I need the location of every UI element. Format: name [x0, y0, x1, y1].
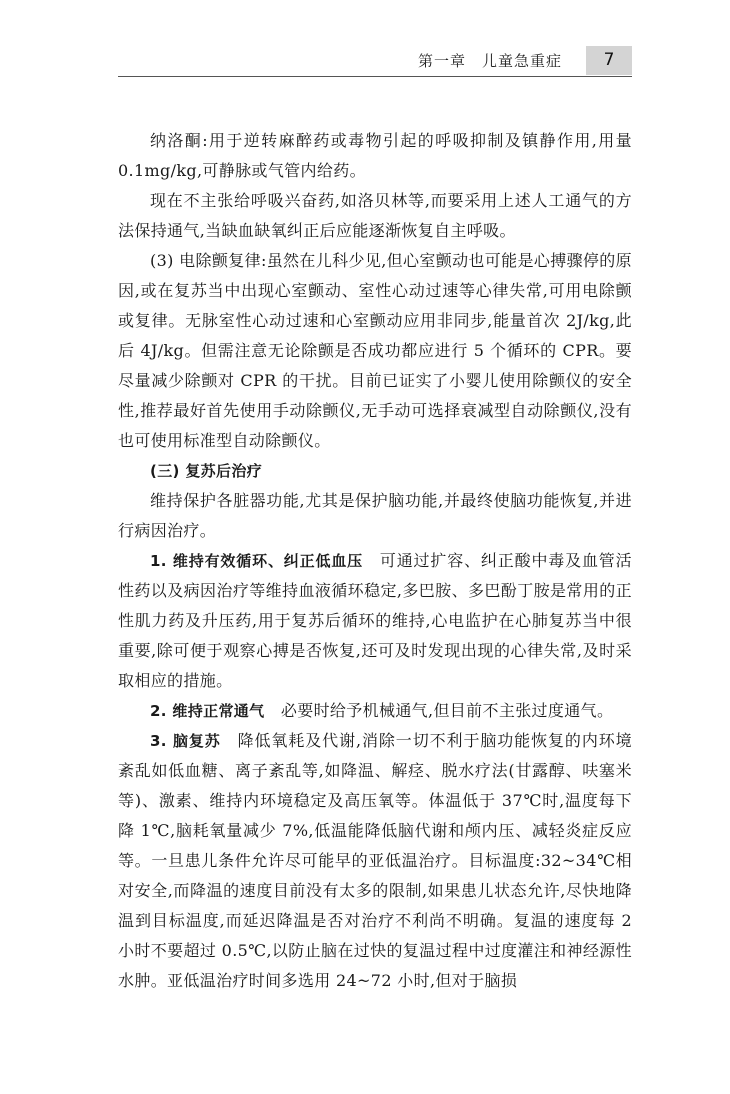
- section-heading-text: (三) 复苏后治疗: [150, 462, 263, 480]
- body-text: [118, 126, 632, 996]
- paragraph-naloxone: 纳洛酮:用于逆转麻醉药或毒物引起的呼吸抑制及镇静作用,用量 0.1mg/kg,可静脉或气管内给药。: [118, 131, 632, 180]
- item-ventilation-title: 2. 维持正常通气: [150, 702, 265, 720]
- paragraph-item-ventilation: [118, 696, 632, 726]
- item-ventilation-text: 必要时给予机械通气,但目前不主张过度通气。: [264, 701, 614, 720]
- paragraph-post-resuscitation: 维持保护各脏器功能,尤其是保护脑功能,并最终使脑功能恢复,并进行病因治疗。: [118, 491, 632, 540]
- page-number: 7: [586, 46, 632, 75]
- item-brain-title: 3. 脑复苏: [150, 732, 221, 750]
- item-circulation-title: 1. 维持有效循环、纠正低血压: [150, 552, 364, 570]
- item-brain-text: 降低氧耗及代谢,消除一切不利于脑功能恢复的内环境紊乱如低血糖、离子紊乱等,如降温、解痉、脱水疗法(甘露醇、呋塞米等)、激素、维持内环境稳定及高压氧等。体温低于 37℃时,温度每下降 1℃,脑耗氧量减少 7%,低温能降低脑代谢和颅内压、减轻炎症反应等。一旦患儿条件允许尽可能早的亚低温治疗。目标温度:32~34℃相对安全,而降温的速度目前没有太多的限制,如果患儿状态允许,尽快地降温到目标温度,而延迟降温是否对治疗不利尚不明确。复温的速度每 2 小时不要超过 0.5℃,以防止脑在过快的复温过程中过度灌注和神经源性水肿。亚低温治疗时间多选用 24~72 小时,但对于脑损: [118, 731, 632, 990]
- section-heading: [118, 456, 632, 486]
- paragraph-item-circulation: [118, 546, 632, 696]
- paragraph-item-brain: [118, 726, 632, 996]
- paragraph-respiratory-stimulant: 现在不主张给呼吸兴奋药,如洛贝林等,而要采用上述人工通气的方法保持通气,当缺血缺氧纠正后应能逐渐恢复自主呼吸。: [118, 191, 632, 240]
- running-header: [118, 46, 632, 77]
- chapter-title: 第一章 儿童急重症: [417, 52, 562, 70]
- paragraph-defibrillation: (3) 电除颤复律:虽然在儿科少见,但心室颤动也可能是心搏骤停的原因,或在复苏当中出现心室颤动、室性心动过速等心律失常,可用电除颤或复律。无脉室性心动过速和心室颤动应用非同步,能量首次 2J/kg,此后 4J/kg。但需注意无论除颤是否成功都应进行 5 个循环的 CPR。要尽量减少除颤对 CPR 的干扰。目前已证实了小婴儿使用除颤仪的安全性,推荐最好首先使用手动除颤仪,无手动可选择衰减型自动除颤仪,没有也可使用标准型自动除颤仪。: [118, 251, 632, 450]
- item-circulation-text: 可通过扩容、纠正酸中毒及血管活性药以及病因治疗等维持血液循环稳定,多巴胺、多巴酚丁胺是常用的正性肌力药及升压药,用于复苏后循环的维持,心电监护在心肺复苏当中很重要,除可便于观察心搏是否恢复,还可及时发现出现的心律失常,及时采取相应的措施。: [118, 551, 632, 690]
